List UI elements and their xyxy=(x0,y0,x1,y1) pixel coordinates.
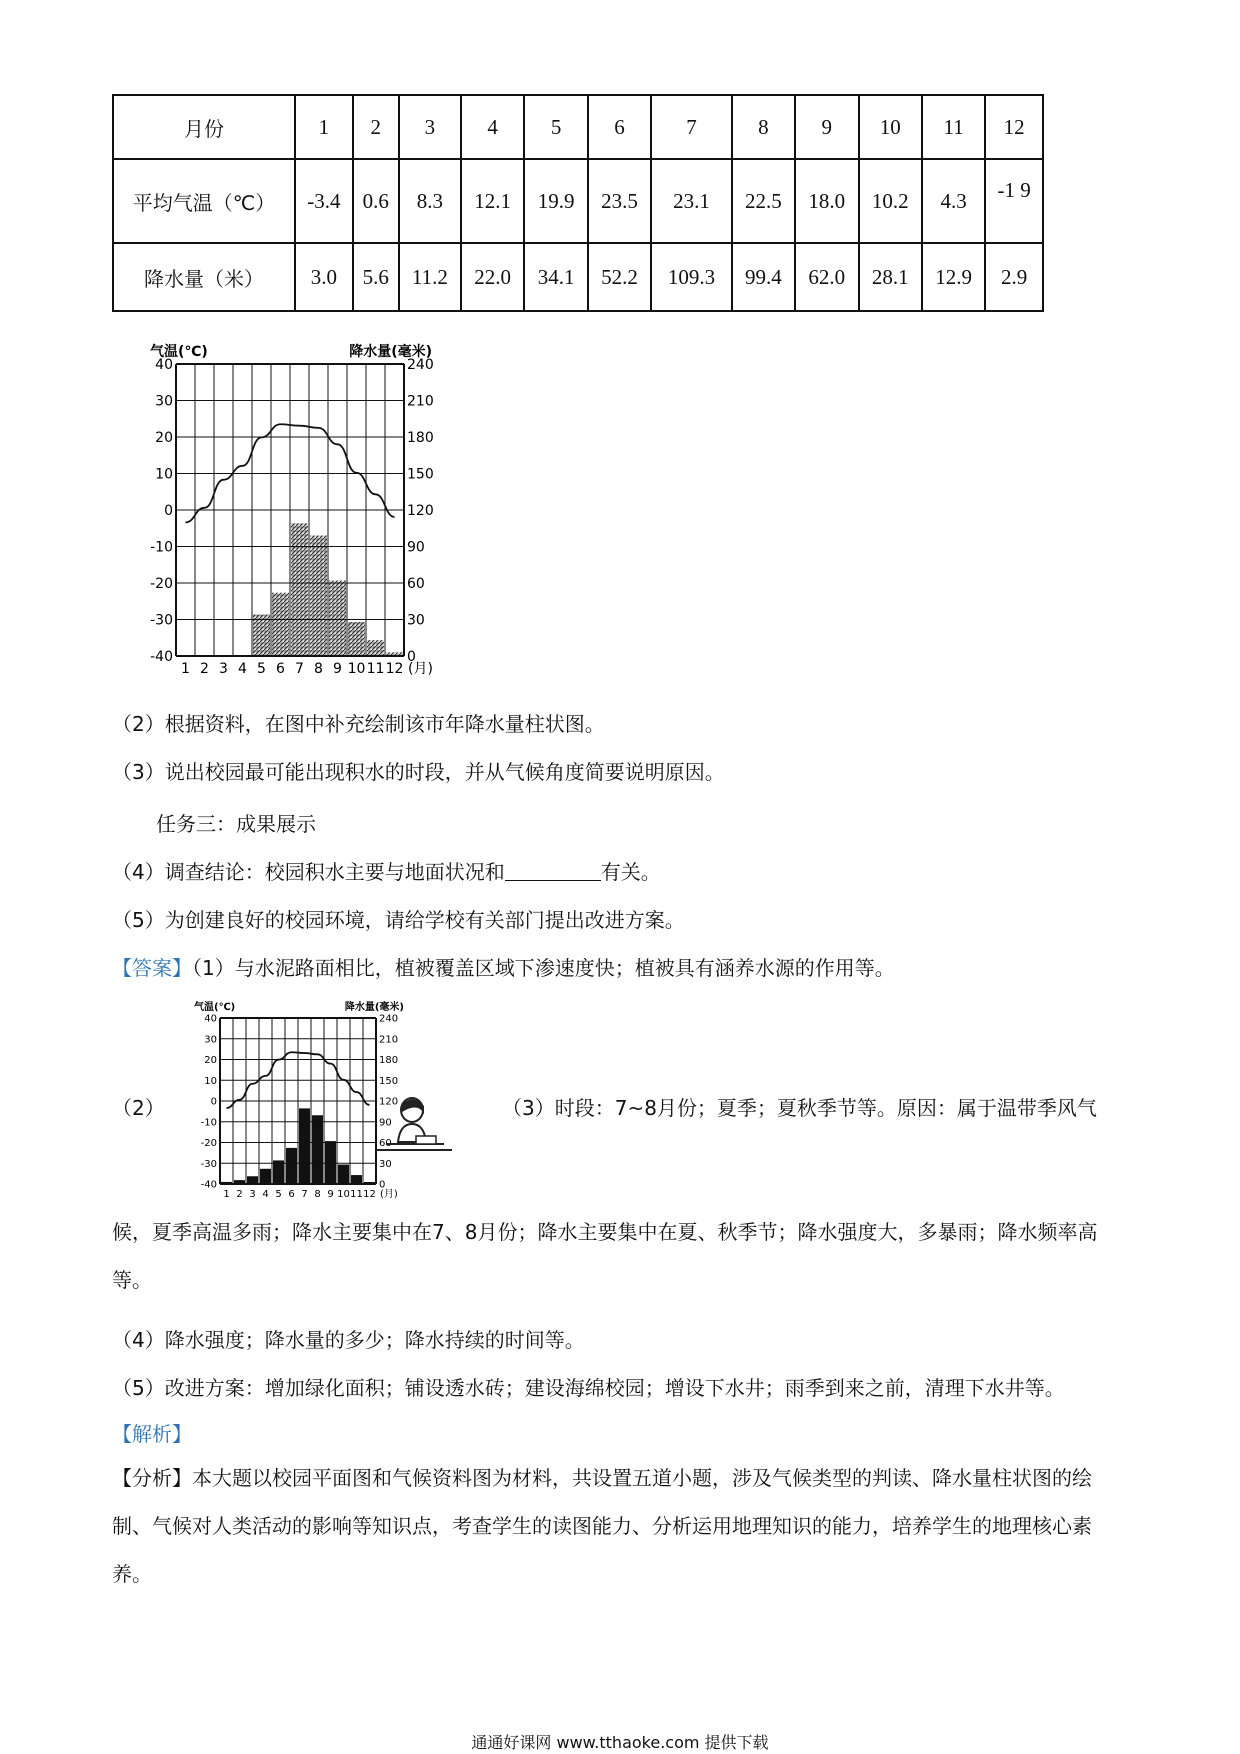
header-month-cell: 11 xyxy=(922,95,985,159)
table-cell: -1 9 xyxy=(985,159,1043,243)
header-month-cell: 5 xyxy=(524,95,587,159)
header-month-label: 月份 xyxy=(113,95,295,159)
table-header-row xyxy=(113,95,1043,159)
table-row xyxy=(113,159,1043,243)
right-tick-label: 240 xyxy=(379,1013,399,1025)
right-tick-label: 210 xyxy=(407,393,434,410)
x-tick-label: 10 xyxy=(337,1189,350,1200)
analysis-text: 【分析】本大题以校园平面图和气候资料图为材料，共设置五道小题，涉及气候类型的判读、降水量柱状图的绘制、气候对人类活动的影响等知识点，考查学生的读图能力、分析运用地理知识的能力，培养学生的地理核心素养。 xyxy=(112,1466,1092,1586)
table-cell: 99.4 xyxy=(732,243,795,311)
answer-5: （5）改进方案：增加绿化面积；铺设透水砖；建设海绵校园；增设下水井；雨季到来之前，清理下水井等。 xyxy=(112,1376,1065,1400)
precip-bar xyxy=(325,1141,336,1184)
x-tick-label: 3 xyxy=(249,1189,256,1200)
x-tick-label: 7 xyxy=(295,661,304,677)
header-month-cell: 7 xyxy=(651,95,732,159)
right-tick-label: 0 xyxy=(379,1179,386,1191)
precip-bar xyxy=(286,1148,297,1184)
left-tick-label: 10 xyxy=(204,1075,217,1087)
right-tick-label: 150 xyxy=(379,1075,399,1087)
x-tick-label: 12 xyxy=(363,1189,376,1200)
table-cell: 12.9 xyxy=(922,243,985,311)
precip-bar xyxy=(260,1169,271,1184)
x-tick-label: 4 xyxy=(238,661,247,677)
x-tick-label: 5 xyxy=(275,1189,282,1200)
table-cell: 8.3 xyxy=(399,159,461,243)
answer-1: 【答案】（1）与水泥路面相比，植被覆盖区域下渗速度快；植被具有涵养水源的作用等。 xyxy=(112,956,895,980)
precip-bar xyxy=(348,622,365,656)
left-tick-label: -20 xyxy=(200,1138,217,1149)
precip-bar xyxy=(329,581,346,656)
question-5: （5）为创建良好的校园环境，请给学校有关部门提出改进方案。 xyxy=(112,908,685,932)
table-cell: 0.6 xyxy=(353,159,399,243)
precip-bar xyxy=(273,1160,284,1184)
table-cell: 5.6 xyxy=(353,243,399,311)
table-cell: 11.2 xyxy=(399,243,461,311)
table-cell: 23.5 xyxy=(588,159,651,243)
header-month-cell: 2 xyxy=(353,95,399,159)
table-cell: -3.4 xyxy=(295,159,353,243)
table-cell: 34.1 xyxy=(524,243,587,311)
header-month-cell: 6 xyxy=(588,95,651,159)
analysis-tag: 【解析】 xyxy=(112,1422,192,1446)
precip-bar xyxy=(338,1165,349,1184)
x-tick-label: 9 xyxy=(327,1189,334,1200)
table-cell: 22.0 xyxy=(461,243,524,311)
table-cell: 109.3 xyxy=(651,243,732,311)
right-tick-label: 240 xyxy=(407,356,434,373)
task-3-heading: 任务三：成果展示 xyxy=(156,812,316,836)
left-tick-label: -10 xyxy=(150,539,173,556)
table-cell: 12.1 xyxy=(461,159,524,243)
header-month-cell: 10 xyxy=(859,95,922,159)
left-tick-label: 30 xyxy=(155,393,173,410)
right-tick-label: 30 xyxy=(379,1158,392,1170)
precip-bar xyxy=(272,593,289,656)
table-cell: 62.0 xyxy=(795,243,858,311)
x-tick-label: 11 xyxy=(350,1189,363,1200)
header-month-cell: 1 xyxy=(295,95,353,159)
climate-table xyxy=(112,94,1044,312)
header-month-cell: 3 xyxy=(399,95,461,159)
right-tick-label: 120 xyxy=(407,502,434,519)
left-tick-label: 0 xyxy=(210,1096,217,1108)
header-month-cell: 12 xyxy=(985,95,1043,159)
x-tick-label: 8 xyxy=(314,661,323,677)
x-tick-label: 7 xyxy=(301,1189,308,1200)
table-cell: 2.9 xyxy=(985,243,1043,311)
table-cell: 4.3 xyxy=(922,159,985,243)
left-tick-label: -30 xyxy=(200,1158,217,1170)
right-tick-label: 210 xyxy=(379,1034,399,1046)
x-tick-label: 4 xyxy=(262,1189,269,1200)
x-tick-label: 6 xyxy=(288,1189,295,1200)
left-tick-label: 20 xyxy=(155,429,173,446)
answer-blank xyxy=(505,860,601,881)
x-tick-label: 12 xyxy=(385,661,404,677)
precip-bar xyxy=(310,536,327,656)
climate-chart-question xyxy=(112,326,472,686)
right-tick-label: 30 xyxy=(407,612,425,629)
left-tick-label: 20 xyxy=(204,1055,217,1066)
right-tick-label: 60 xyxy=(407,575,425,592)
table-cell: 3.0 xyxy=(295,243,353,311)
precip-bar xyxy=(367,640,384,656)
x-tick-label: 2 xyxy=(200,661,209,677)
x-tick-label: 9 xyxy=(333,661,342,677)
left-tick-label: -40 xyxy=(150,648,173,665)
left-tick-label: 40 xyxy=(204,1013,217,1025)
x-tick-label: 5 xyxy=(257,661,266,677)
left-tick-label: -10 xyxy=(200,1117,217,1129)
precip-bar xyxy=(351,1175,362,1184)
x-tick-label: 11 xyxy=(366,661,385,677)
x-unit-label: (月) xyxy=(380,1189,398,1200)
answer-2-label: （2） xyxy=(112,1096,165,1120)
right-tick-label: 180 xyxy=(407,429,434,446)
question-3: （3）说出校园最可能出现积水的时段，并从气候角度简要说明原因。 xyxy=(112,760,725,784)
left-tick-label: 10 xyxy=(155,466,173,483)
answer-3-first-line: （3）时段：7~8月份；夏季；夏秋季节等。原因：属于温带季风气 xyxy=(502,1096,1097,1120)
x-tick-label: 2 xyxy=(236,1189,243,1200)
precip-bar xyxy=(299,1108,310,1184)
precip-bar xyxy=(291,523,308,656)
right-tick-label: 120 xyxy=(379,1096,399,1108)
left-axis-title: 气温(℃) xyxy=(194,1002,236,1013)
answer-3-rest: 候，夏季高温多雨；降水主要集中在7、8月份；降水主要集中在夏、秋季节；降水强度大，多暴雨；降水频率高等。 xyxy=(112,1220,1098,1292)
footer: 通通好课网 www.tthaoke.com 提供下载 xyxy=(471,1733,769,1752)
table-cell: 19.9 xyxy=(524,159,587,243)
left-tick-label: -20 xyxy=(150,575,173,592)
table-cell: 22.5 xyxy=(732,159,795,243)
header-month-cell: 4 xyxy=(461,95,524,159)
table-cell: 28.1 xyxy=(859,243,922,311)
table-cell: 10.2 xyxy=(859,159,922,243)
right-tick-label: 0 xyxy=(407,648,416,665)
right-tick-label: 60 xyxy=(379,1138,392,1149)
precip-bar xyxy=(312,1115,323,1184)
right-axis-title: 降水量(毫米) xyxy=(349,344,432,360)
table-row xyxy=(113,243,1043,311)
right-tick-label: 180 xyxy=(379,1055,399,1066)
left-axis-title: 气温(℃) xyxy=(150,344,208,360)
table-cell: 23.1 xyxy=(651,159,732,243)
answer-4: （4）降水强度；降水量的多少；降水持续的时间等。 xyxy=(112,1328,585,1352)
right-tick-label: 150 xyxy=(407,466,434,483)
header-month-cell: 9 xyxy=(795,95,858,159)
left-tick-label: 0 xyxy=(164,502,173,519)
x-unit-label: (月) xyxy=(408,661,433,677)
student-illustration xyxy=(372,1094,454,1158)
precip-bar xyxy=(247,1176,258,1184)
x-tick-label: 10 xyxy=(347,661,366,677)
right-axis-title: 降水量(毫米) xyxy=(344,1002,404,1013)
x-tick-label: 3 xyxy=(219,661,228,677)
row-label: 平均气温（℃） xyxy=(113,159,295,243)
row-label: 降水量（米） xyxy=(113,243,295,311)
left-tick-label: -30 xyxy=(150,612,173,629)
x-tick-label: 1 xyxy=(181,661,190,677)
question-2: （2）根据资料，在图中补充绘制该市年降水量柱状图。 xyxy=(112,712,605,736)
table-cell: 18.0 xyxy=(795,159,858,243)
header-month-cell: 8 xyxy=(732,95,795,159)
left-tick-label: 30 xyxy=(204,1034,217,1046)
left-tick-label: -40 xyxy=(200,1179,217,1191)
x-tick-label: 1 xyxy=(223,1189,230,1200)
right-tick-label: 90 xyxy=(379,1117,392,1129)
right-tick-label: 90 xyxy=(407,539,425,556)
x-tick-label: 6 xyxy=(276,661,285,677)
table-cell: 52.2 xyxy=(588,243,651,311)
answer-tag: 【答案】 xyxy=(112,956,192,980)
question-4: （4）调查结论：校园积水主要与地面状况和 有关。 xyxy=(112,860,661,884)
precip-bar xyxy=(253,615,270,656)
left-tick-label: 40 xyxy=(155,356,173,373)
x-tick-label: 8 xyxy=(314,1189,321,1200)
